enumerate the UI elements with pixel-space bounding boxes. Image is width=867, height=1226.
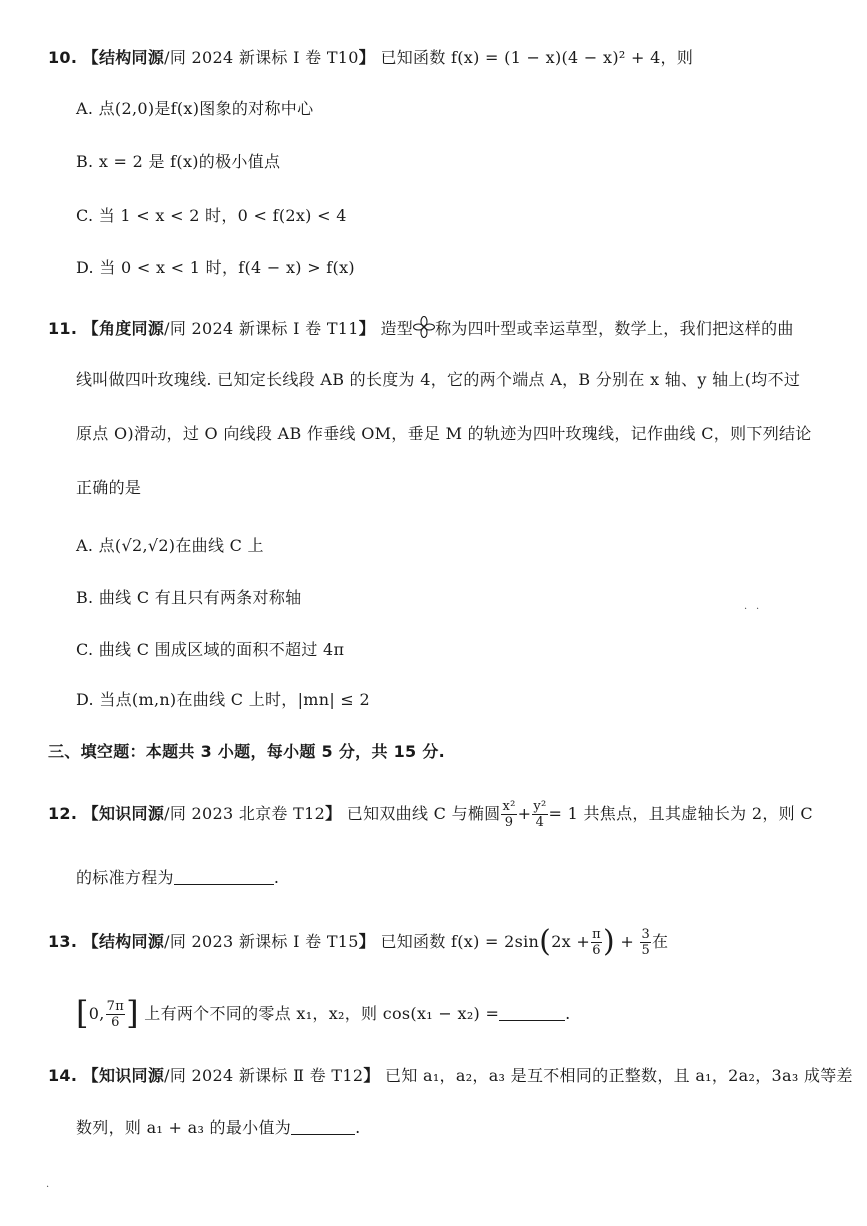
q13-stem-line-1 [48, 924, 669, 959]
q12-frac2-den: 4 [535, 815, 545, 830]
q13-fraction-pi-6 [591, 928, 602, 957]
q12-fraction-y [532, 800, 547, 829]
q13-inner-pre: 2x + [551, 932, 591, 951]
q14-answer-blank[interactable] [291, 1118, 355, 1135]
q13-end: . [565, 1004, 571, 1023]
q13-left-paren: ( [539, 924, 552, 959]
q10-tag-close: 】 [358, 48, 376, 67]
q13-tag-name: 结构同源 [98, 932, 165, 951]
q11-stem-line-2: 线叫做四叶玫瑰线. 已知定长线段 AB 的长度为 4，它的两个端点 A，B 分别在 x 轴、y 轴上(均不过 [76, 370, 801, 389]
q12-tag-close: 】 [325, 804, 342, 823]
q13-tag-source: /同 2023 新课标 Ⅰ 卷 T15 [164, 932, 359, 951]
q10-option-c: C. 当 1 < x < 2 时，0 < f(2x) < 4 [76, 206, 347, 225]
q12-tag-source: /同 2023 北京卷 T12 [164, 804, 326, 823]
q11-tag-close: 】 [358, 319, 376, 338]
q13-line2-text: 上有两个不同的零点 x₁，x₂，则 cos(x₁ − x₂) = [144, 1004, 500, 1023]
q11-option-b: B. 曲线 C 有且只有两条对称轴 [76, 588, 302, 607]
q12-answer-blank[interactable] [174, 868, 274, 885]
q10-option-a: A. 点(2,0)是f(x)图象的对称中心 [76, 99, 314, 118]
q11-stem-line-4: 正确的是 [76, 478, 142, 497]
q10-stem-text: 已知函数 f(x) = (1 − x)(4 − x)² + 4，则 [380, 48, 694, 67]
scan-speck: · [46, 1182, 50, 1193]
q10-tag-open: 【 [82, 48, 99, 67]
q13-fraction-7pi-6 [106, 1000, 125, 1029]
q13-int-den: 6 [111, 1015, 120, 1030]
q13-int-num: 7π [106, 999, 125, 1014]
q12-fraction-x [501, 800, 516, 829]
q11-option-c: C. 曲线 C 围成区域的面积不超过 4π [76, 640, 345, 659]
q12-tag-open: 【 [82, 804, 99, 823]
q11-number: 11. [48, 319, 78, 338]
four-leaf-clover-icon [413, 316, 435, 338]
q10-stem [48, 48, 693, 68]
q12-number: 12. [48, 804, 78, 823]
q13-fraction-3-5 [640, 928, 651, 957]
q12-plus: + [517, 804, 532, 823]
q12-line2-text: 的标准方程为 [76, 868, 174, 887]
q14-tag-open: 【 [82, 1066, 99, 1085]
q14-number: 14. [48, 1066, 78, 1085]
q13-plus: + [620, 932, 635, 951]
q12-stem-line-2 [76, 868, 279, 888]
q10-option-d: D. 当 0 < x < 1 时，f(4 − x) > f(x) [76, 258, 355, 277]
q14-tag-name: 知识同源 [98, 1066, 165, 1085]
q14-stem-line-1 [48, 1066, 853, 1086]
q14-stem-text: 已知 a₁，a₂，a₃ 是互不相同的正整数，且 a₁，2a₂，3a₃ 成等差 [385, 1066, 853, 1085]
q12-stem-pre: 已知双曲线 C 与椭圆 [346, 804, 501, 823]
q13-answer-blank[interactable] [499, 1004, 565, 1021]
q11-stem-post: 称为四叶型或幸运草型，数学上，我们把这样的曲 [435, 319, 794, 338]
q10-option-b: B. x = 2 是 f(x)的极小值点 [76, 152, 281, 171]
q13-stem-post: 在 [652, 932, 669, 951]
q12-frac1-den: 9 [504, 815, 514, 830]
q13-c-den: 5 [641, 943, 651, 958]
q10-tag-name: 结构同源 [98, 48, 165, 67]
q11-stem-line-1 [48, 316, 794, 339]
q13-interval-pre: 0, [88, 1004, 105, 1023]
q10-tag-source: /同 2024 新课标 Ⅰ 卷 T10 [164, 48, 359, 67]
q11-option-a: A. 点(√2,√2)在曲线 C 上 [76, 536, 264, 555]
q13-pi-den: 6 [592, 943, 601, 958]
q11-option-d: D. 当点(m,n)在曲线 C 上时，|mn| ≤ 2 [76, 690, 371, 709]
q13-tag-open: 【 [82, 932, 99, 951]
q13-stem-line-2 [76, 994, 571, 1032]
q14-line2-text: 数列，则 a₁ + a₃ 的最小值为 [76, 1118, 292, 1137]
section-heading: 三、填空题：本题共 3 小题，每小题 5 分，共 15 分. [48, 742, 446, 761]
q12-end: . [273, 868, 280, 887]
q13-right-paren: ) [602, 924, 615, 959]
q13-pi-num: π [592, 927, 601, 942]
q13-number: 13. [48, 932, 78, 951]
q11-tag-open: 【 [82, 319, 99, 338]
q12-tag-name: 知识同源 [98, 804, 165, 823]
q11-tag-name: 角度同源 [98, 319, 165, 338]
q12-frac2-num: y² [533, 799, 547, 814]
q11-stem-line-3: 原点 O)滑动，过 O 向线段 AB 作垂线 OM，垂足 M 的轨迹为四叶玫瑰线，记作曲线 C，则下列结论 [76, 424, 812, 443]
scan-speck: · [744, 604, 748, 615]
q13-right-bracket: ] [126, 994, 139, 1032]
q14-end: . [355, 1118, 361, 1137]
q12-frac1-num: x² [502, 799, 516, 814]
q13-c-num: 3 [641, 927, 651, 942]
q11-stem-pre: 造型 [380, 319, 414, 338]
q13-tag-close: 】 [358, 932, 376, 951]
q14-tag-source: /同 2024 新课标 Ⅱ 卷 T12 [164, 1066, 364, 1085]
q12-stem-post: = 1 共焦点，且其虚轴长为 2，则 C [548, 804, 813, 823]
scan-speck: · [756, 604, 760, 615]
q14-tag-close: 】 [363, 1066, 380, 1085]
q13-left-bracket: [ [76, 994, 89, 1032]
q14-stem-line-2 [76, 1118, 360, 1138]
q13-stem-pre: 已知函数 f(x) = 2sin [380, 932, 540, 951]
q11-tag-source: /同 2024 新课标 Ⅰ 卷 T11 [164, 319, 359, 338]
q10-number: 10. [48, 48, 78, 67]
q12-stem-line-1 [48, 800, 813, 829]
